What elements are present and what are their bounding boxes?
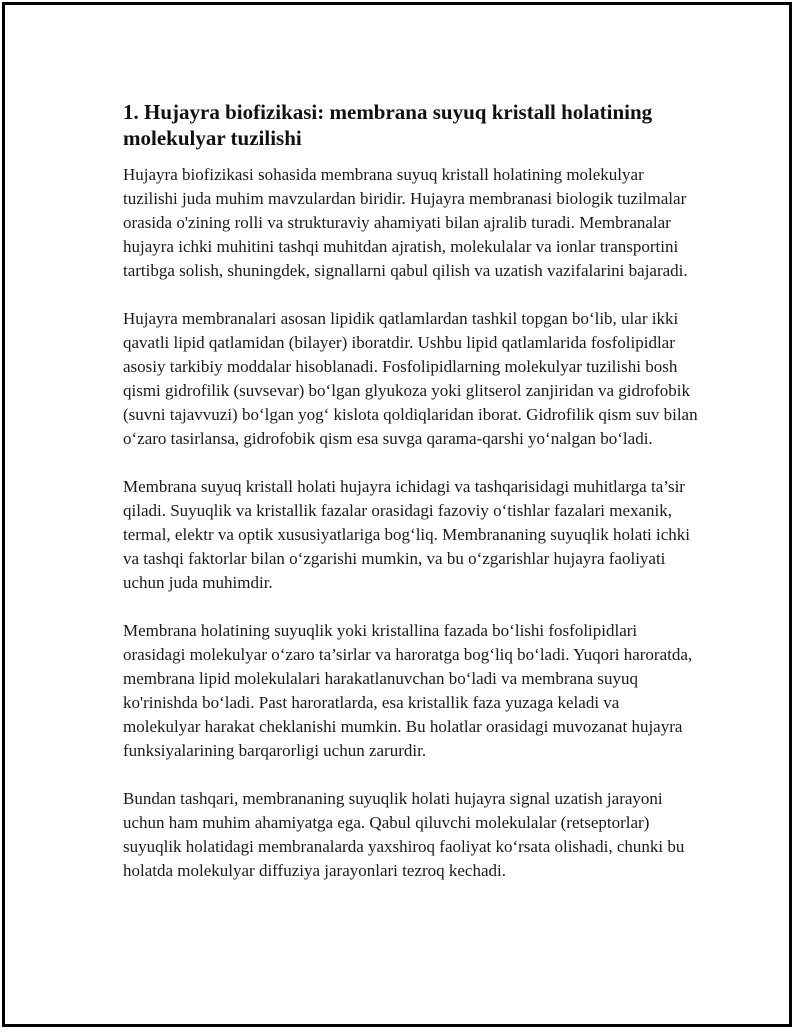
paragraph-2: Hujayra membranalari asosan lipidik qatlamlardan tashkil topgan bo‘lib, ular ikki qavatli lipid qatlamidan (bilayer) iboratdir. Ushbu lipid qatlamlarida fosfolipidlar asosiy tarkibiy moddalar hisoblanadi. Fosfolipidlarning molekulyar tuzilishi bosh qismi gidrofilik (suvsevar) bo‘lgan glyukoza yoki glitserol zanjiridan va gidrofobik (suvni tajavvuzi) bo‘lgan yog‘ kislota qoldiqlaridan iborat. Gidrofilik qism suv bilan o‘zaro tasirlansa, gidrofobik qism esa suvga qarama-qarshi yo‘nalgan bo‘ladi.: [123, 309, 698, 448]
page-frame: [2, 2, 792, 1027]
paragraph-3: Membrana suyuq kristall holati hujayra ichidagi va tashqarisidagi muhitlarga ta’sir qiladi. Suyuqlik va kristallik fazalar orasidagi fazoviy o‘tishlar fazalari mexanik, termal, elektr va optik xususiyatlariga bog‘liq. Membrananing suyuqlik holati ichki va tashqi faktorlar bilan o‘zgarishi mumkin, va bu o‘zgarishlar hujayra faoliyati uchun juda muhimdir.: [123, 477, 691, 592]
section-heading: 1. Hujayra biofizikasi: membrana suyuq kristall holatining molekulyar tuzilishi: [123, 100, 653, 150]
paragraph-1: Hujayra biofizikasi sohasida membrana suyuq kristall holatining molekulyar tuzilishi juda muhim mavzulardan biridir. Hujayra membranasi biologik tuzilmalar orasida o'zining rolli va strukturaviy ahamiyati bilan ajralib turadi. Membranalar hujayra ichki muhitini tashqi muhitdan ajratish, molekulalar va ionlar transportini tartibga solish, shuningdek, signallarni qabul qilish va uzatish vazifalarini bajaradi.: [123, 165, 688, 280]
paragraph-5: Bundan tashqari, membrananing suyuqlik holati hujayra signal uzatish jarayoni uchun ham muhim ahamiyatga ega. Qabul qiluvchi molekulalar (retseptorlar) suyuqlik holatidagi membranalarda yaxshiroq faoliyat ko‘rsata olishadi, chunki bu holatda molekulyar diffuziya jarayonlari tezroq kechadi.: [123, 789, 685, 880]
paragraph-4: Membrana holatining suyuqlik yoki kristallina fazada bo‘lishi fosfolipidlari orasidagi molekulyar o‘zaro ta’sirlar va haroratga bog‘liq bo‘ladi. Yuqori haroratda, membrana lipid molekulalari harakatlanuvchan bo‘ladi va membrana suyuq ko'rinishda bo‘ladi. Past haroratlarda, esa kristallik faza yuzaga keladi va molekulyar harakat cheklanishi mumkin. Bu holatlar orasidagi muvozanat hujayra funksiyalarining barqarorligi uchun zarurdir.: [123, 621, 693, 760]
document-body: [123, 99, 699, 907]
